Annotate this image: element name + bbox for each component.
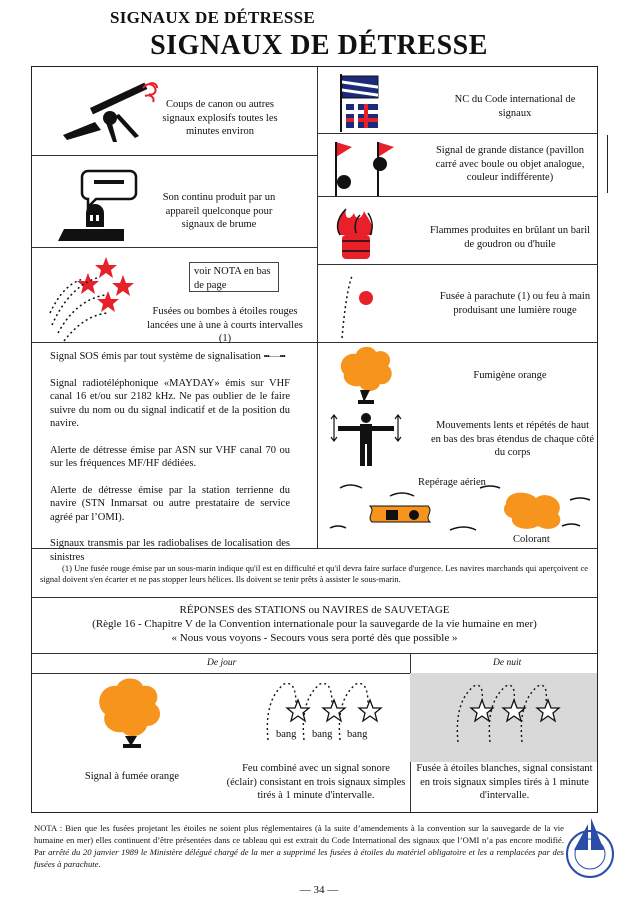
- smoke-text: Fumigène orange: [473, 370, 547, 381]
- long-distance-text: Signal de grande distance (pavillon carré avec boule ou objet analogue, couleur indifférente): [435, 145, 585, 183]
- aerial-label: Repérage aérien: [418, 477, 486, 488]
- row-divider: [317, 264, 598, 265]
- row-divider: [31, 247, 317, 248]
- rockets-text: Fusées ou bombes à étoiles rouges lancées une à une à courts intervalles (1): [147, 306, 303, 344]
- responses-title: RÉPONSES des STATIONS ou NAVIRES de SAUVETAGE: [179, 604, 450, 616]
- cannon-text: Coups de canon ou autres signaux explosifs toutes les minutes environ: [162, 99, 278, 137]
- responses-rule: (Règle 16 - Chapitre V de la Convention internationale pour la sauvegarde de la vie humaine en mer): [92, 618, 537, 630]
- smoke-signal-text: Signal à fumée orange: [84, 771, 180, 782]
- day-combo-text: Feu combiné avec un signal sonore (éclair) consistant en trois signaux simples tirés à 1 minute d'intervalle.: [226, 763, 406, 801]
- night-star-rockets-icon: [454, 682, 564, 746]
- bang-label: bang: [347, 729, 368, 740]
- arm-signal-icon: [330, 410, 402, 468]
- bang-label: bang: [276, 729, 297, 740]
- bang-label: bang: [312, 729, 333, 740]
- row-divider: [31, 653, 598, 654]
- fog-horn-icon: [50, 163, 140, 245]
- burning-barrel-icon: [330, 205, 382, 261]
- row-divider: [31, 155, 317, 156]
- side-bar: [607, 135, 608, 193]
- flames-text: Flammes produites en brûlant un baril de goudron ou d'huile: [429, 225, 591, 250]
- column-divider: [317, 66, 318, 342]
- sos-item: Signal radiotéléphonique «MAYDAY» émis sur VHF canal 16 et/ou sur 2182 kHz. Ne pas oublier de le faire suivre du nom ou du signal indicatif et de la position du navire.: [50, 377, 290, 429]
- nc-flags-icon: [338, 72, 388, 134]
- parachute-text: Fusée à parachute (1) ou feu à main produisant une lumière rouge: [439, 291, 591, 316]
- red-star-rockets-icon: [50, 255, 140, 345]
- sos-item: Alerte de détresse émise par la station terrienne du navire (STN Inmarsat ou autre prestataire de service agréé par l’OMI).: [50, 484, 290, 523]
- nota-normal: NOTA : Bien que les fusées projetant les étoiles ne soient plus réglementaires (à la suite d’amendements à la convention sur la sauvegarde de la vie humaine en mer) elles continuent d’être présentées dans ce tableau qui est extrait du Code International des signaux que l’OMI n’a pas encore modifié. Par: [34, 823, 564, 857]
- nota-italic: arrêté du 20 janvier 1989 le Ministère délégué chargé de la mer a supprimé les fusées à étoiles du matériel obligatoire et les a remplacées par des fusées à parachute.: [34, 847, 564, 869]
- day-label: De jour: [207, 658, 237, 668]
- fog-text: Son continu produit par un appareil quelconque pour signaux de brume: [162, 192, 276, 230]
- orange-smoke-signal-icon: [95, 678, 170, 750]
- night-combo-text: Fusée à étoiles blanches, signal consistant en trois signaux simples tirés à 1 minute d'intervalle.: [416, 763, 593, 801]
- page-number: — 34 —: [299, 884, 339, 896]
- sos-line: Signal SOS émis par tout système de signalisation: [50, 351, 261, 362]
- arms-text: Mouvements lents et répétés de haut en bas des bras étendus de chaque côté du corps: [431, 420, 594, 458]
- nc-text: NC du Code international de signaux: [454, 94, 576, 119]
- cannon-icon: [55, 80, 165, 150]
- small-title: SIGNAUX DE DÉTRESSE: [110, 8, 316, 27]
- dye-label: Colorant: [513, 534, 550, 545]
- column-divider-lower: [317, 342, 318, 548]
- sos-list: [50, 350, 290, 577]
- row-divider: [31, 597, 598, 598]
- night-label: De nuit: [493, 658, 522, 668]
- nota-box: voir NOTA en bas de page: [189, 262, 279, 292]
- orange-smoke-icon: [336, 346, 396, 408]
- nota-text: [34, 822, 564, 870]
- responses-quote: « Nous vous voyons - Secours vous sera porté dès que possible »: [171, 632, 458, 644]
- morse-code: •••−−−•••: [263, 352, 285, 361]
- sos-item: Signaux transmis par les radiobalises de localisation des sinistres: [50, 538, 290, 563]
- aerial-dye-marker-icon: [330, 478, 595, 544]
- footnote: (1) Une fusée rouge émise par un sous-marin indique qu'il est en difficulté et qu'il devra faire surface d'urgence. Les navires marchands qui aperçoivent ce signal doivent s'en écarter et ne pas stopper leurs hélices. Ils doivent se tenir prêts à assister le sous-marin.: [40, 563, 588, 584]
- sos-item: [50, 350, 290, 364]
- parachute-flare-icon: [332, 272, 382, 340]
- club-stamp-logo: [560, 808, 616, 884]
- flag-and-ball-icon: [328, 140, 398, 198]
- page-title: SIGNAUX DE DÉTRESSE: [150, 30, 488, 61]
- sos-item: Alerte de détresse émise par ASN sur VHF canal 70 ou sur les fréquences MF/HF dédiées.: [50, 444, 290, 469]
